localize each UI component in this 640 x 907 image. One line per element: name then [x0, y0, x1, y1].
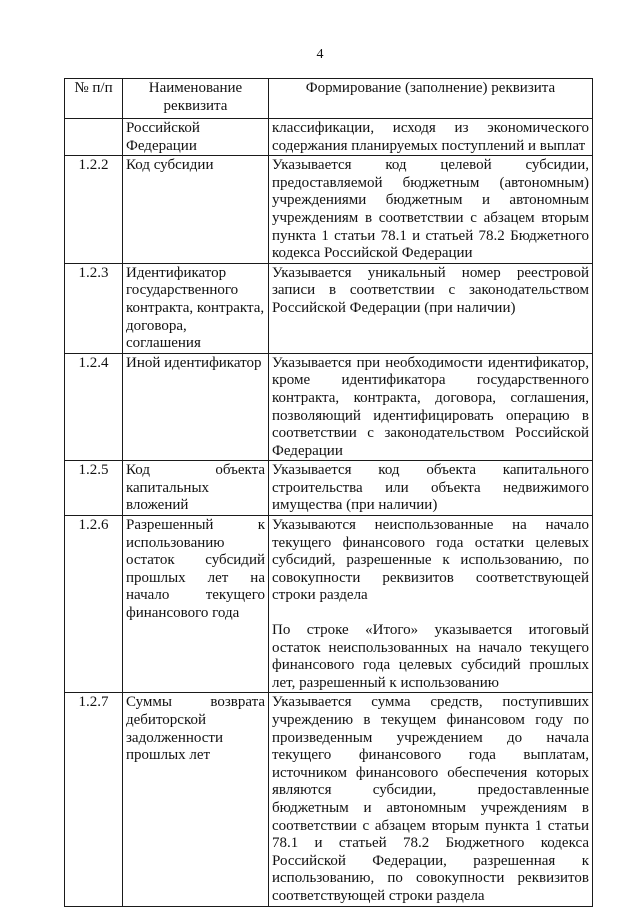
row-num: 1.2.5 [65, 461, 123, 516]
row-desc-paragraph: Указывается код объекта капитального строительства или объекта недвижимого имущества (при наличии) [272, 462, 589, 514]
table-row [65, 461, 593, 516]
row-desc [269, 119, 593, 156]
row-name: Код объекта капитальных вложений [123, 461, 269, 516]
row-desc [269, 461, 593, 516]
row-name: Суммы возврата дебиторской задолженности прошлых лет [123, 693, 269, 906]
row-desc-paragraph: По строке «Итого» указывается итоговый остаток неиспользованных на начало текущего финансового года целевых субсидий прошлых лет, разрешенный к использованию [272, 622, 589, 691]
header-desc: Формирование (заполнение) реквизита [269, 79, 593, 119]
table-row [65, 693, 593, 906]
row-desc [269, 516, 593, 693]
row-desc-paragraph: классификации, исходя из экономического содержания планируемых поступлений и выплат [272, 120, 589, 154]
row-num: 1.2.3 [65, 263, 123, 353]
row-desc-paragraph: Указывается при необходимости идентификатор, кроме идентификатора государственного контракта, контракта, договора, соглашения, позволяющий идентифицировать операцию в соответствии с законодательством Российской Федерации [272, 354, 589, 459]
row-num: 1.2.4 [65, 353, 123, 461]
row-desc-paragraph: Указываются неиспользованные на начало текущего финансового года остатки целевых субсидий, разрешенные к использованию, по совокупности реквизитов соответствующей строки раздела [272, 517, 589, 604]
row-name: Иной идентификатор [123, 353, 269, 461]
table-row [65, 263, 593, 353]
row-desc [269, 353, 593, 461]
row-desc [269, 693, 593, 906]
page-number: 4 [316, 47, 324, 62]
table-row [65, 119, 593, 156]
row-name: Код субсидии [123, 156, 269, 264]
requisites-table [64, 78, 593, 907]
row-desc-paragraph: Указывается сумма средств, поступивших учреждению в текущем финансовом году по произведенным учреждением до начала текущего финансового года выплатам, источником финансового обеспечения которых являются субсидии, предоставленные бюджетным и автономным учреждениям в соответствии с абзацем вторым пункта 1 статьи 78.1 и статьей 78.2 Бюджетного кодекса Российской Федерации, разрешенная к использованию, по совокупности реквизитов соответствующей строки раздела [272, 694, 589, 904]
header-num: № п/п [65, 79, 123, 119]
row-num: 1.2.7 [65, 693, 123, 906]
row-desc-paragraph: Указывается уникальный номер реестровой записи в соответствии с законодательством Российской Федерации (при наличии) [272, 264, 589, 316]
row-desc [269, 156, 593, 264]
row-name: Российской Федерации [123, 119, 269, 156]
table-row [65, 516, 593, 693]
table-header-row [65, 79, 593, 119]
row-name: Разрешенный к использованию остаток субсидий прошлых лет на начало текущего финансового года [123, 516, 269, 693]
table-row [65, 156, 593, 264]
row-num: 1.2.6 [65, 516, 123, 693]
row-desc [269, 263, 593, 353]
row-num [65, 119, 123, 156]
table-row [65, 353, 593, 461]
row-desc-paragraph: Указывается код целевой субсидии, предоставляемой бюджетным (автономным) учреждениями бюджетным и автономным учреждениям в соответствии с абзацем вторым пункта 1 статьи 78.1 и статьей 78.2 Бюджетного кодекса Российской Федерации [272, 157, 589, 262]
row-num: 1.2.2 [65, 156, 123, 264]
header-name: Наименование реквизита [123, 79, 269, 119]
row-name: Идентификатор государственного контракта, контракта, договора, соглашения [123, 263, 269, 353]
